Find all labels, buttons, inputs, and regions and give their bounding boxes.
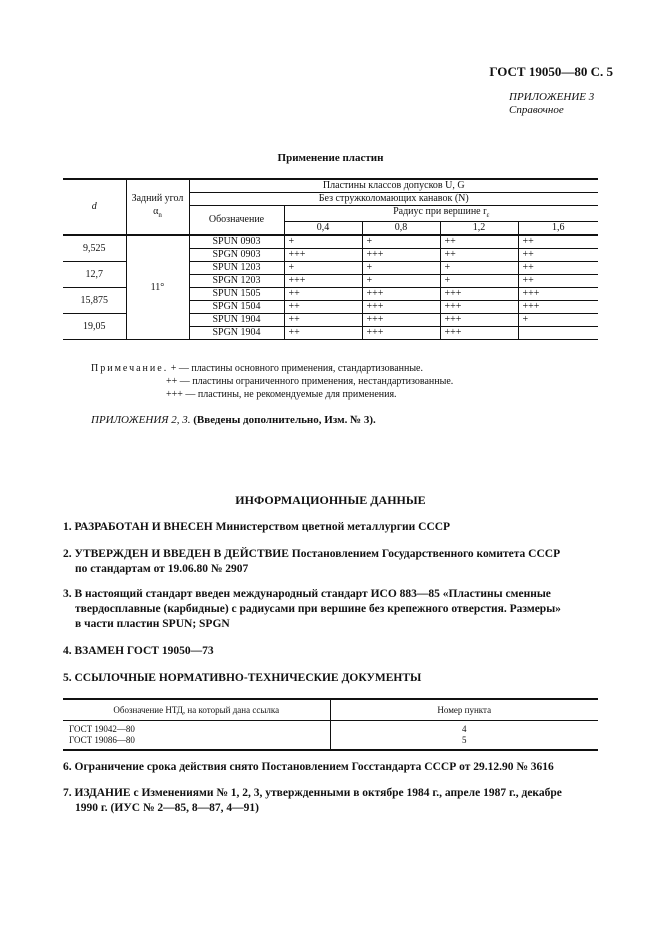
ref-doc: ГОСТ 19086—80	[63, 735, 330, 750]
value-cell: ++	[518, 275, 598, 288]
value-cell: +++	[440, 301, 518, 314]
header-radius: Радиус при вершине $r_\varepsilon$	[284, 206, 598, 222]
value-cell: +++	[362, 327, 440, 340]
value-cell: +++	[440, 327, 518, 340]
designation-cell: SPUN 1505	[189, 288, 284, 301]
info-item-3: 3. В настоящий стандарт введен международный стандарт ИСО 883—85 «Пластины сменные твердосплавные (карбидные) с радиусами при вершине без крепежного отверстия. Размеры» в части пластин SPUN; SPGN	[63, 588, 561, 630]
header-d: d	[63, 179, 126, 235]
value-cell: ++	[518, 262, 598, 275]
header-ntd: Обозначение НТД, на который дана ссылка	[63, 699, 330, 721]
value-cell: +++	[284, 249, 362, 262]
note-line-3: +++ — пластины, не рекомендуемые для применения.	[166, 389, 397, 400]
designation-cell: SPGN 1504	[189, 301, 284, 314]
value-cell: +	[362, 262, 440, 275]
ref-doc: ГОСТ 19042—80	[69, 724, 135, 734]
designation-cell: SPGN 1203	[189, 275, 284, 288]
value-cell: +++	[362, 314, 440, 327]
designation-cell: SPUN 0903	[189, 235, 284, 249]
value-cell: ++	[518, 235, 598, 249]
ref-num: 5	[330, 735, 598, 750]
info-item-7: 7. ИЗДАНИЕ с Изменениями № 1, 2, 3, утвержденными в октябре 1984 г., апреле 1987 г., декабре 1990 г. (ИУС № 2—85, 8—87, 4—91)	[63, 787, 562, 814]
info-item-5: 5. ССЫЛОЧНЫЕ НОРМАТИВНО-ТЕХНИЧЕСКИЕ ДОКУМЕНТЫ	[63, 672, 422, 684]
value-cell: +	[362, 235, 440, 249]
header-designation: Обозначение	[189, 206, 284, 236]
page-header: ГОСТ 19050—80 С. 5	[489, 64, 613, 79]
value-cell: +++	[440, 314, 518, 327]
header-group-grooves: Без стружколомающих канавок (N)	[189, 193, 598, 206]
references-table	[63, 698, 598, 751]
value-cell: +++	[362, 249, 440, 262]
radius-value: 0,4	[284, 222, 362, 236]
table-row	[63, 235, 598, 249]
header-group-classes: Пластины классов допусков U, G	[189, 179, 598, 193]
note-line-1: Примечание. + — пластины основного применения, стандартизованные.	[91, 363, 423, 374]
header-angle: Задний угол $\alpha_n$	[126, 179, 189, 235]
value-cell: +++	[284, 275, 362, 288]
angle-value: 11°	[126, 235, 189, 340]
appendix-label	[509, 91, 594, 117]
plates-table	[63, 178, 598, 340]
note-line-2: ++ — пластины ограниченного применения, нестандартизованные.	[166, 376, 454, 387]
value-cell: ++	[440, 235, 518, 249]
value-cell: +	[440, 275, 518, 288]
value-cell: +++	[518, 301, 598, 314]
radius-value: 1,2	[440, 222, 518, 236]
d-value: 15,875	[63, 288, 126, 314]
ref-num: 4	[330, 721, 598, 736]
value-cell	[518, 327, 598, 340]
d-value: 12,7	[63, 262, 126, 288]
value-cell: +++	[518, 288, 598, 301]
d-value: 9,525	[63, 235, 126, 262]
value-cell: +++	[440, 288, 518, 301]
value-cell: +	[284, 235, 362, 249]
value-cell: ++	[518, 249, 598, 262]
info-item-4: 4. ВЗАМЕН ГОСТ 19050—73	[63, 645, 214, 657]
table-row	[63, 735, 598, 750]
value-cell: +++	[362, 288, 440, 301]
radius-value: 0,8	[362, 222, 440, 236]
designation-cell: SPGN 0903	[189, 249, 284, 262]
value-cell: +	[362, 275, 440, 288]
designation-cell: SPUN 1904	[189, 314, 284, 327]
info-item-6: 6. Ограничение срока действия снято Постановлением Госстандарта СССР от 29.12.90 № 3616	[63, 761, 554, 773]
table-title: Применение пластин	[277, 152, 384, 164]
value-cell: +	[440, 262, 518, 275]
radius-value: 1,6	[518, 222, 598, 236]
value-cell: +	[518, 314, 598, 327]
appendix-type: Справочное	[509, 104, 564, 116]
value-cell: ++	[284, 327, 362, 340]
value-cell: ++	[284, 314, 362, 327]
designation-cell: SPGN 1904	[189, 327, 284, 340]
designation-cell: SPUN 1203	[189, 262, 284, 275]
value-cell: +++	[362, 301, 440, 314]
table-row	[63, 721, 598, 736]
appendix-number: ПРИЛОЖЕНИЕ 3	[509, 91, 595, 103]
appendices-note: ПРИЛОЖЕНИЯ 2, 3. (Введены дополнительно, Изм. № 3).	[91, 414, 376, 426]
value-cell: ++	[440, 249, 518, 262]
value-cell: ++	[284, 288, 362, 301]
value-cell: +	[284, 262, 362, 275]
info-item-2: 2. УТВЕРЖДЕН И ВВЕДЕН В ДЕЙСТВИЕ Постановлением Государственного комитета СССР по стандартам от 19.06.80 № 2907	[63, 548, 561, 575]
note-label: Примечание.	[91, 363, 169, 374]
value-cell: ++	[284, 301, 362, 314]
d-value: 19,05	[63, 314, 126, 340]
info-title: ИНФОРМАЦИОННЫЕ ДАННЫЕ	[235, 493, 426, 507]
info-item-1: 1. РАЗРАБОТАН И ВНЕСЕН Министерством цветной металлургии СССР	[63, 521, 451, 533]
header-item-number: Номер пункта	[330, 699, 598, 721]
